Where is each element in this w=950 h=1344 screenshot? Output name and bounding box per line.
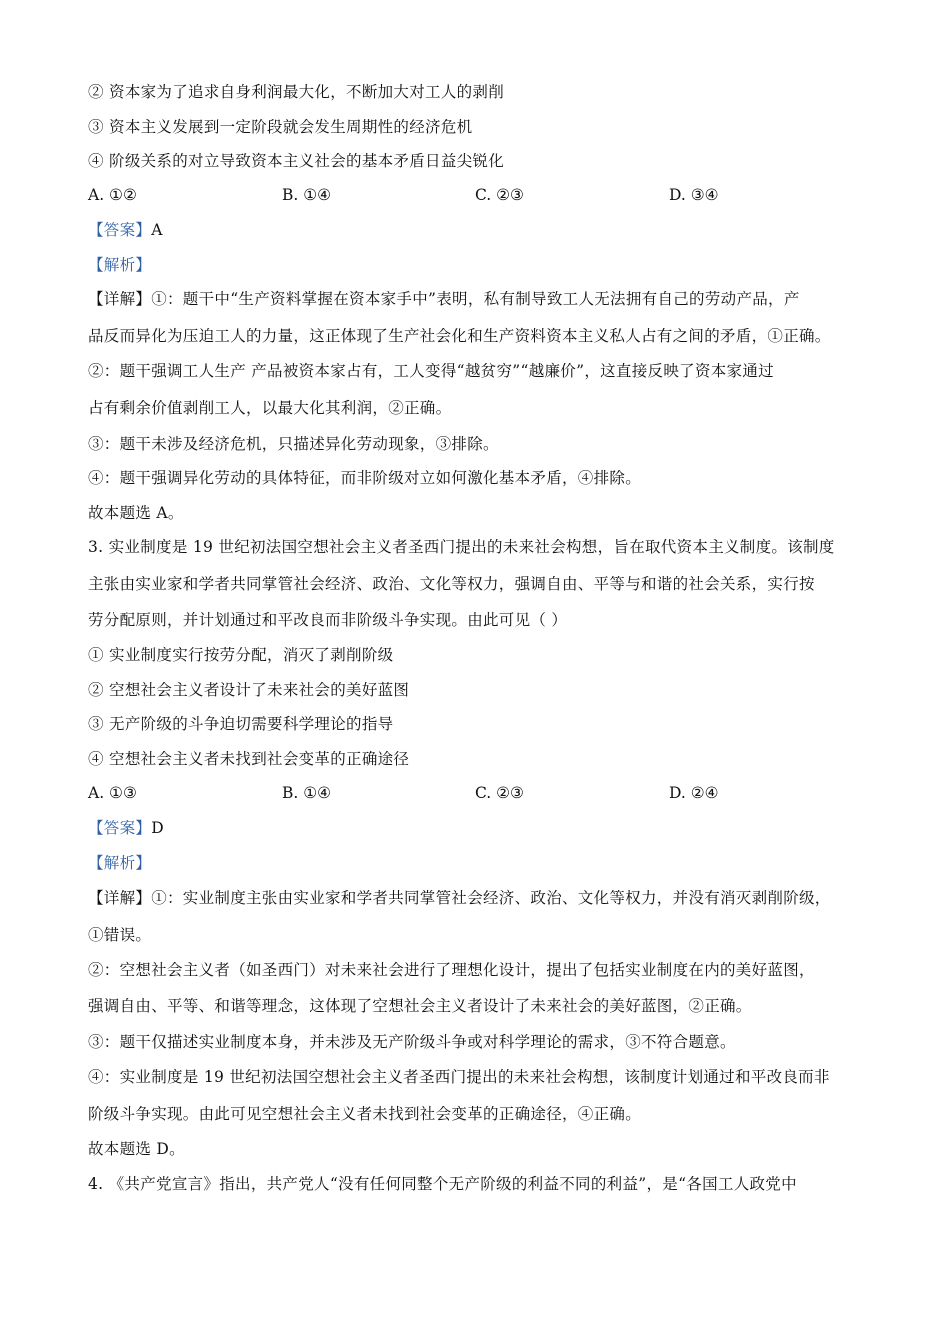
q2-choice-b: B. ①④ bbox=[282, 186, 332, 204]
q3-option-1: ① 实业制度实行按劳分配，消灭了剥削阶级 bbox=[88, 646, 394, 664]
q3-detail-1b: ①错误。 bbox=[88, 926, 152, 944]
q2-answer: A bbox=[151, 221, 163, 239]
q3-stem-3: 劳分配原则，并计划通过和平改良而非阶级斗争实现。由此可见（ ） bbox=[88, 611, 568, 629]
q3-choice-d: D. ②④ bbox=[669, 784, 719, 802]
q3-detail-1a: 【详解】①：实业制度主张由实业家和学者共同掌管社会经济、政治、文化等权力，并没有消灭剥削阶级， bbox=[88, 889, 831, 907]
q2-option-3: ③ 资本主义发展到一定阶段就会发生周期性的经济危机 bbox=[88, 118, 473, 136]
q3-choice-a: A. ①③ bbox=[88, 784, 137, 802]
q3-detail-4b: 阶级斗争实现。由此可见空想社会主义者未找到社会变革的正确途径，④正确。 bbox=[88, 1105, 642, 1123]
q2-analysis-tag: 【解析】 bbox=[88, 256, 152, 274]
answer-tag: 【答案】 bbox=[88, 221, 152, 239]
detail-tag: 【详解】 bbox=[88, 290, 152, 308]
q2-detail-2b: 占有剩余价值剥削工人，以最大化其利润，②正确。 bbox=[88, 399, 452, 417]
q2-detail-1a: 【详解】①：题干中“生产资料掌握在资本家手中”表明，私有制导致工人无法拥有自己的劳动产品，产 bbox=[88, 290, 800, 308]
q3-option-3: ③ 无产阶级的斗争迫切需要科学理论的指导 bbox=[88, 715, 394, 733]
q4-stem-1: 4. 《共产党宣言》指出，共产党人“没有任何同整个无产阶级的利益不同的利益”，是“各国工人政党中 bbox=[88, 1175, 797, 1193]
q3-detail-2b: 强调自由、平等、和谐等理念，这体现了空想社会主义者设计了未来社会的美好蓝图，②正确。 bbox=[88, 997, 752, 1015]
q3-detail-2a: ②：空想社会主义者（如圣西门）对未来社会进行了理想化设计，提出了包括实业制度在内的美好蓝图， bbox=[88, 961, 815, 979]
q2-detail-4: ④：题干强调异化劳动的具体特征，而非阶级对立如何激化基本矛盾，④排除。 bbox=[88, 469, 642, 487]
answer-tag: 【答案】 bbox=[88, 819, 152, 837]
q2-conclusion: 故本题选 A。 bbox=[88, 504, 184, 522]
q2-answer-line bbox=[88, 220, 163, 240]
q3-answer-line bbox=[88, 818, 164, 838]
q2-choice-d: D. ③④ bbox=[669, 186, 719, 204]
q3-detail-4a: ④：实业制度是 19 世纪初法国空想社会主义者圣西门提出的未来社会构想，该制度计划通过和平改良而非 bbox=[88, 1068, 830, 1086]
q3-conclusion: 故本题选 D。 bbox=[88, 1140, 185, 1158]
q2-detail-1b: 品反而异化为压迫工人的力量，这正体现了生产社会化和生产资料资本主义私人占有之间的矛盾，①正确。 bbox=[88, 327, 831, 345]
q2-detail-3: ③：题干未涉及经济危机，只描述异化劳动现象，③排除。 bbox=[88, 435, 499, 453]
detail-tag: 【详解】 bbox=[88, 889, 152, 907]
q2-option-2: ② 资本家为了追求自身利润最大化，不断加大对工人的剥削 bbox=[88, 83, 505, 101]
q2-option-4: ④ 阶级关系的对立导致资本主义社会的基本矛盾日益尖锐化 bbox=[88, 152, 505, 170]
q3-choice-b: B. ①④ bbox=[282, 784, 332, 802]
q2-detail-2a: ②：题干强调工人生产 产品被资本家占有，工人变得“越贫穷”“越廉价”，这直接反映了资本家通过 bbox=[88, 362, 774, 380]
q2-choice-c: C. ②③ bbox=[475, 186, 524, 204]
q3-stem-1: 3. 实业制度是 19 世纪初法国空想社会主义者圣西门提出的未来社会构想，旨在取代资本主义制度。该制度 bbox=[88, 538, 835, 556]
q3-choice-c: C. ②③ bbox=[475, 784, 524, 802]
q3-option-4: ④ 空想社会主义者未找到社会变革的正确途径 bbox=[88, 750, 410, 768]
q2-choice-a: A. ①② bbox=[88, 186, 137, 204]
q3-detail-3: ③：题干仅描述实业制度本身，并未涉及无产阶级斗争或对科学理论的需求，③不符合题意。 bbox=[88, 1033, 736, 1051]
q3-option-2: ② 空想社会主义者设计了未来社会的美好蓝图 bbox=[88, 681, 410, 699]
q3-analysis-tag: 【解析】 bbox=[88, 854, 152, 872]
q3-answer: D bbox=[151, 819, 164, 837]
q3-stem-2: 主张由实业家和学者共同掌管社会经济、政治、文化等权力，强调自由、平等与和谐的社会关系，实行按 bbox=[88, 575, 815, 593]
